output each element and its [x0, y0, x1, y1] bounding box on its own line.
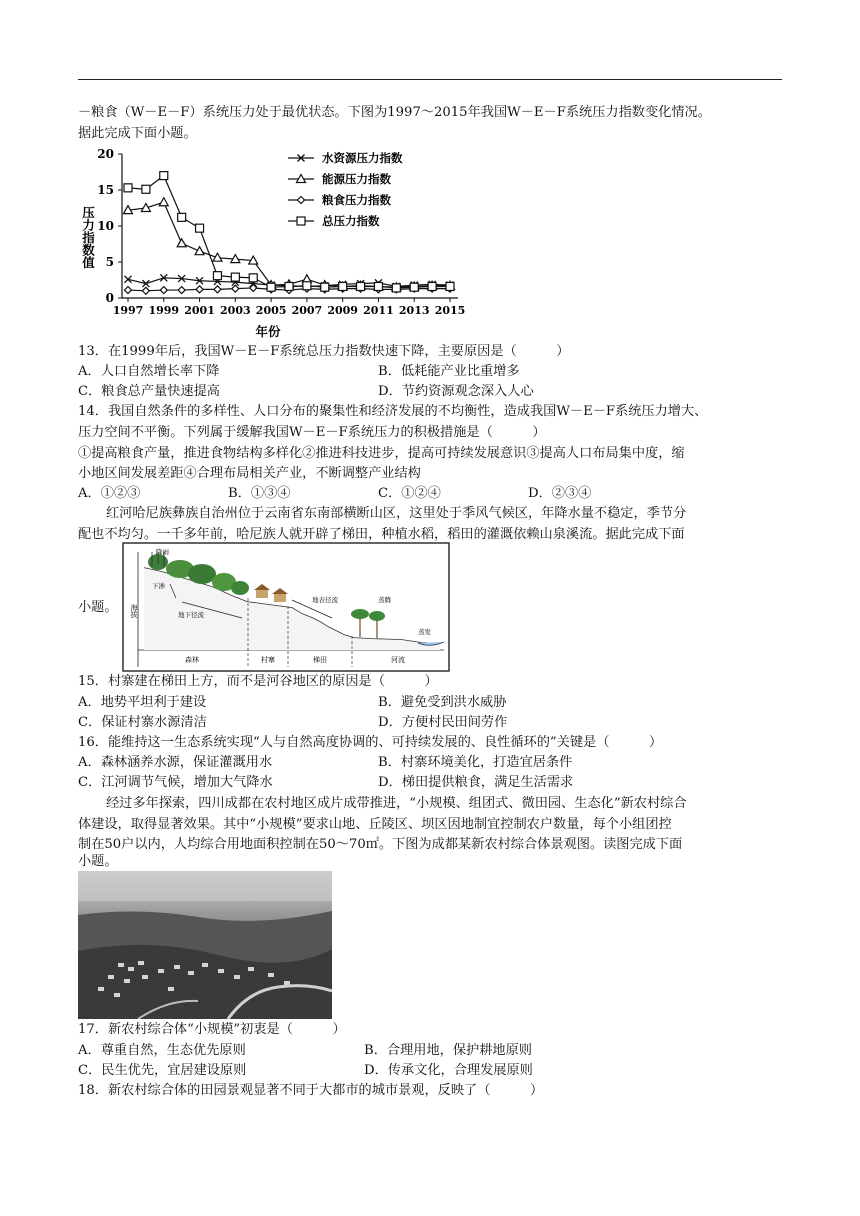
- x-axis-label: 年份: [255, 324, 281, 339]
- q14-option-b[interactable]: B．①③④: [228, 486, 291, 501]
- point-marker: [214, 286, 221, 293]
- legend-entry: [288, 151, 403, 165]
- x-tick-label: 2001: [184, 304, 215, 317]
- q15-option-d[interactable]: D．方便村民田间劳作: [378, 715, 508, 730]
- q13-option-a[interactable]: A．人口自然增长率下降: [78, 364, 220, 379]
- point-marker: [160, 172, 168, 180]
- point-marker: [297, 217, 305, 225]
- q14-option-a[interactable]: A．①②③: [78, 486, 141, 501]
- q16-option-a[interactable]: A．森林涵养水源，保证灌溉用水: [78, 755, 273, 770]
- point-marker: [285, 282, 293, 290]
- legend-entry: [288, 172, 391, 186]
- point-marker: [159, 198, 168, 206]
- x-tick-label: 2015: [434, 304, 466, 317]
- q14-items-2: 小地区间发展差距④合理布局相关产业，不断调整产业结构: [78, 466, 421, 481]
- y-tick-label: 15: [97, 183, 114, 197]
- q13-stem: 13．在1999年后，我国W－E－F系统总压力指数快速下降，主要原因是（ ）: [78, 344, 570, 359]
- point-marker: [178, 213, 186, 221]
- y-tick-label: 5: [105, 255, 114, 269]
- point-marker: [410, 283, 418, 291]
- zone-forest: 森林: [185, 656, 199, 664]
- new-village-aerial-photo: [78, 871, 332, 1019]
- x-tick-label: 1999: [148, 304, 180, 317]
- q13-option-b[interactable]: B．低耗能产业比重增多: [378, 364, 520, 379]
- point-marker: [160, 287, 167, 294]
- zone-river: 河流: [391, 656, 405, 664]
- x-tick-label: 1997: [112, 304, 144, 317]
- y-tick-label: 0: [105, 291, 114, 305]
- q15-stem: 15．村寨建在梯田上方，而不是河谷地区的原因是（ ）: [78, 674, 438, 689]
- rain-label: 降雨: [156, 548, 169, 556]
- passage2-line-3: 小题。: [78, 600, 118, 615]
- point-marker: [196, 224, 204, 232]
- point-marker: [196, 286, 203, 293]
- legend-label: 总压力指数: [322, 214, 380, 228]
- x-tick-label: 2011: [363, 304, 394, 317]
- zone-terraces: 梯田: [313, 656, 327, 664]
- y-tick-label: 10: [97, 219, 114, 233]
- point-marker: [232, 285, 239, 292]
- point-marker: [321, 283, 329, 291]
- x-tick-label: 2013: [398, 304, 430, 317]
- point-marker: [392, 284, 400, 292]
- point-marker: [125, 287, 132, 294]
- q14-stem-2: 压力空间不平衡。下列属于缓解我国W－E－F系统压力的积极措施是（ ）: [78, 425, 546, 440]
- intro-line-1: －粮食（W－E－F）系统压力处于最优状态。下图为1997～2015年我国W－E－F系统压力指数变化情况。: [78, 105, 711, 120]
- passage3-line-1: 经过多年探索，四川成都在农村地区成片成带推进，“小规模、组团式、微田园、生态化”新农村综合: [106, 796, 687, 811]
- passage3-line-2: 体建设，取得显著效果。其中“小规模”要求山地、丘陵区、坝区因地制宜控制农户数量，每个小组团控: [78, 817, 672, 832]
- point-marker: [195, 247, 204, 255]
- intro-line-2: 据此完成下面小题。: [78, 126, 197, 141]
- q13-option-c[interactable]: C．粮食总产量快速提高: [78, 384, 220, 399]
- point-marker: [213, 253, 222, 261]
- series-triangle: [124, 198, 455, 291]
- point-marker: [142, 185, 150, 193]
- q17-stem: 17．新农村综合体“小规模”初衷是（ ）: [78, 1022, 346, 1037]
- passage2-line-1: 红河哈尼族彝族自治州位于云南省东南部横断山区，这里处于季风气候区，年降水量不稳定，季节分: [106, 506, 687, 521]
- chart-series: [124, 172, 455, 295]
- point-marker: [303, 282, 311, 290]
- q16-option-c[interactable]: C．江河调节气候，增加大气降水: [78, 775, 273, 790]
- q14-option-c[interactable]: C．①②④: [378, 486, 441, 501]
- q15-option-a[interactable]: A．地势平坦利于建设: [78, 695, 207, 710]
- q18-stem: 18．新农村综合体的田园景观显著不同于大都市的城市景观，反映了（ ）: [78, 1083, 544, 1098]
- point-marker: [428, 282, 436, 290]
- header-rule: [78, 79, 782, 80]
- q14-stem-1: 14．我国自然条件的多样性、人口分布的聚集性和经济发展的不均衡性，造成我国W－E－F系统压力增大、: [78, 404, 708, 419]
- y-axis-label: 压力指数值: [80, 206, 96, 269]
- point-marker: [357, 282, 365, 290]
- legend-entry: [288, 193, 391, 207]
- q16-option-b[interactable]: B．村寨环境美化，打造宜居条件: [378, 755, 573, 770]
- point-marker: [267, 283, 275, 291]
- q16-option-d[interactable]: D．梯田提供粮食，满足生活需求: [378, 775, 574, 790]
- point-marker: [178, 287, 185, 294]
- legend-label: 粮食压力指数: [322, 193, 391, 207]
- surface-runoff-label: 地表径流: [312, 596, 338, 604]
- point-marker: [339, 282, 347, 290]
- series-square: [124, 172, 454, 292]
- q15-option-c[interactable]: C．保证村寨水源清洁: [78, 715, 207, 730]
- terrace-ecosystem-diagram: [122, 542, 450, 672]
- point-marker: [446, 282, 454, 290]
- zone-village: 村寨: [261, 656, 275, 664]
- series-line: [128, 202, 450, 287]
- groundwater-label: 地下径流: [178, 611, 204, 619]
- point-marker: [142, 287, 149, 294]
- x-tick-label: 2005: [255, 304, 287, 317]
- legend-label: 能源压力指数: [322, 172, 391, 186]
- x-tick-label: 2003: [220, 304, 251, 317]
- altitude-label: 海拔: [130, 604, 138, 618]
- point-marker: [231, 273, 239, 281]
- legend-entry: [288, 214, 380, 228]
- point-marker: [177, 239, 186, 247]
- q17-option-b[interactable]: B．合理用地，保护耕地原则: [364, 1043, 532, 1058]
- passage3-line-3: 制在50户以内，人均综合用地面积控制在50～70㎡。下图为成都某新农村综合体景观图。读图完成下面: [78, 837, 683, 852]
- q17-option-d[interactable]: D．传承文化，合理发展原则: [364, 1063, 533, 1078]
- seep-label: 下渗: [152, 582, 165, 590]
- transpiration-label: 蒸腾: [378, 596, 391, 604]
- passage3-line-4: 小题。: [78, 854, 118, 869]
- point-marker: [374, 282, 382, 290]
- point-marker: [298, 197, 305, 204]
- legend-label: 水资源压力指数: [322, 151, 403, 165]
- y-tick-label: 20: [97, 147, 114, 161]
- q15-option-b[interactable]: B．避免受到洪水威胁: [378, 695, 507, 710]
- x-tick-label: 2007: [291, 304, 323, 317]
- point-marker: [249, 274, 257, 282]
- q13-option-d[interactable]: D．节约资源观念深入人心: [378, 384, 534, 399]
- q17-option-a[interactable]: A．尊重自然，生态优先原则: [78, 1043, 246, 1058]
- chart-legend: [288, 151, 403, 228]
- point-marker: [213, 272, 221, 280]
- q17-option-c[interactable]: C．民生优先，宜居建设原则: [78, 1063, 247, 1078]
- q14-option-d[interactable]: D．②③④: [528, 486, 592, 501]
- q14-items-1: ①提高粮食产量，推进食物结构多样化②推进科技进步，提高可持续发展意识③提高人口布局集中度，缩: [78, 446, 685, 461]
- evaporation-label: 蒸发: [418, 628, 431, 636]
- q16-stem: 16．能维持这一生态系统实现“人与自然高度协调的、可持续发展的、良性循环的”关键是（ ）: [78, 735, 663, 750]
- point-marker: [124, 184, 132, 192]
- x-tick-label: 2009: [327, 304, 358, 317]
- passage2-line-2: 配也不均匀。一千多年前，哈尼族人就开辟了梯田，种植水稻，稻田的灌溉依赖山泉溪流。据此完成下面: [78, 527, 685, 542]
- pressure-index-chart: [78, 146, 468, 342]
